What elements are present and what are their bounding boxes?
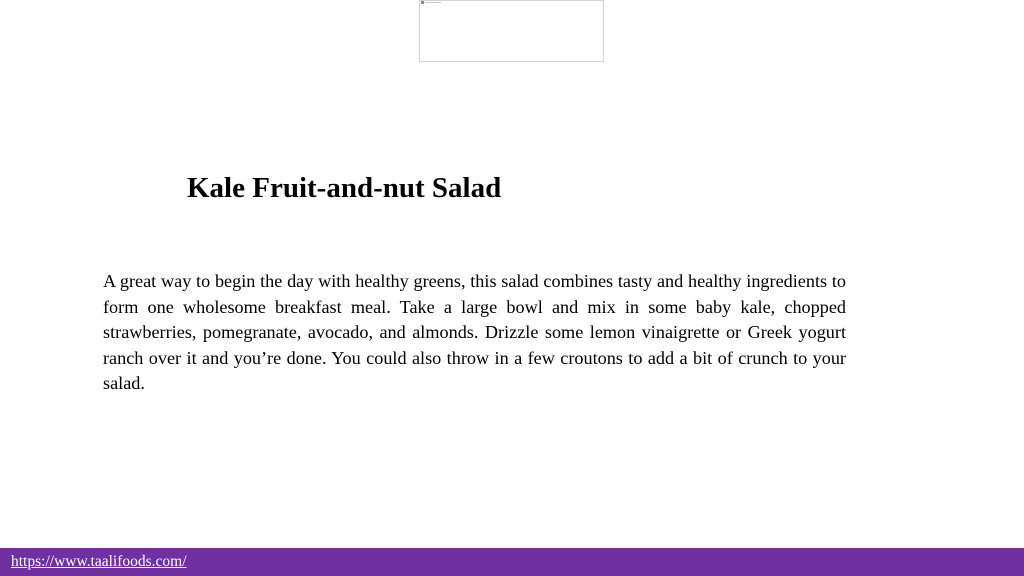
slide-body-text: A great way to begin the day with healthy greens, this salad combines tasty and healthy ingredients to form one wholesome breakfast meal. Take a large bowl and mix in some baby kale, chopped strawberries, pomegranate, avocado, and almonds. Drizzle some lemon vinaigrette or Greek yogurt ranch over it and you’re done. You could also throw in a few croutons to add a bit of crunch to your salad.	[103, 271, 846, 393]
image-placeholder	[419, 0, 604, 62]
image-alt-text-line	[425, 2, 441, 3]
slide-title: Kale Fruit-and-nut Salad	[187, 172, 502, 204]
footer-bar	[0, 548, 1024, 576]
broken-image-icon	[421, 1, 424, 4]
footer-website-link[interactable]: https://www.taalifoods.com/	[11, 553, 187, 570]
